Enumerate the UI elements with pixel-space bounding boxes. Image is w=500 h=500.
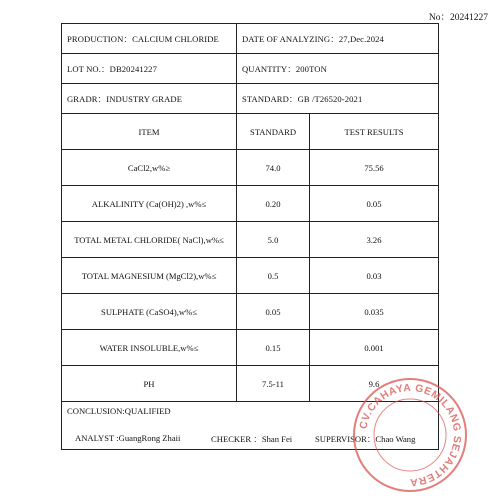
table-row (62, 258, 439, 294)
table-row (62, 294, 439, 330)
supervisor-label: SUPERVISOR：Chao Wang (315, 434, 416, 444)
header-row-lot (62, 54, 439, 84)
result-value-cell: 9.6 (310, 366, 439, 402)
result-value-cell: 0.035 (310, 294, 439, 330)
document-number: No：20241227 (428, 13, 488, 23)
result-value-cell: 0.05 (310, 186, 439, 222)
item-cell: SULPHATE (CaSO4),w%≤ (62, 294, 237, 330)
standard-value-cell: 0.15 (237, 330, 310, 366)
standard-value-cell: 5.0 (237, 222, 310, 258)
table-row (62, 186, 439, 222)
standard-value-cell: 7.5-11 (237, 366, 310, 402)
result-value-cell: 0.001 (310, 330, 439, 366)
column-header-standard: STANDARD (237, 114, 310, 150)
standard-value-cell: 0.20 (237, 186, 310, 222)
svg-text:CV.CAHAYA GEMILANG SEJAHTERA: CV.CAHAYA GEMILANG SEJAHTERA (357, 381, 464, 489)
table-row (62, 150, 439, 186)
item-cell: TOTAL MAGNESIUM (MgCl2),w%≤ (62, 258, 237, 294)
checker-label: CHECKER ：Shan Fei (211, 434, 293, 444)
standard-cell: STANDARD：GB /T26520-2021 (237, 84, 439, 114)
conclusion-cell: CONCLUSION:QUALIFIED (62, 402, 439, 450)
standard-value-cell: 0.05 (237, 294, 310, 330)
column-header-results: TEST RESULTS (310, 114, 439, 150)
header-row-production (62, 24, 439, 54)
standard-value-cell: 74.0 (237, 150, 310, 186)
column-header-item: ITEM (62, 114, 237, 150)
quantity-cell: QUANTITY：200TON (237, 54, 439, 84)
column-header-row (62, 114, 439, 150)
item-cell: PH (62, 366, 237, 402)
item-cell: CaCl2,w%≥ (62, 150, 237, 186)
table-row (62, 330, 439, 366)
production-cell: PRODUCTION：CALCIUM CHLORIDE (62, 24, 237, 54)
grade-cell: GRADR：INDUSTRY GRADE (62, 84, 237, 114)
table-row (62, 222, 439, 258)
result-value-cell: 0.03 (310, 258, 439, 294)
date-cell: DATE OF ANALYZING：27,Dec.2024 (237, 24, 439, 54)
company-seal-stamp (350, 375, 470, 495)
analyst-label: ANALYST :GuangRong Zhaii (75, 433, 181, 443)
result-value-cell: 3.26 (310, 222, 439, 258)
item-cell: ALKALINITY (Ca(OH)2) ,w%≤ (62, 186, 237, 222)
item-cell: WATER INSOLUBLE,w%≤ (62, 330, 237, 366)
standard-value-cell: 0.5 (237, 258, 310, 294)
lot-cell: LOT NO.：DB20241227 (62, 54, 237, 84)
header-row-grade (62, 84, 439, 114)
result-value-cell: 75.56 (310, 150, 439, 186)
item-cell: TOTAL METAL CHLORIDE( NaCl),w%≤ (62, 222, 237, 258)
